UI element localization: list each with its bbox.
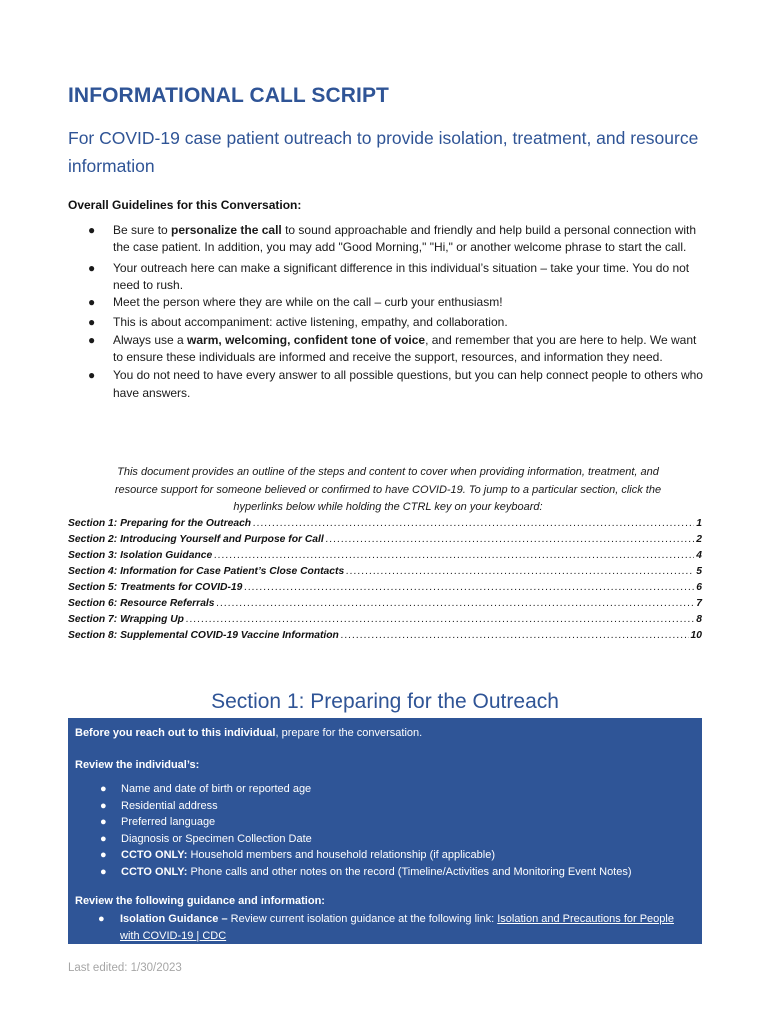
toc-entry[interactable]: Section 1: Preparing for the Outreach ..... 1 — [68, 518, 702, 534]
review-item: ● Preferred language — [100, 814, 680, 831]
guidance-list — [98, 911, 688, 944]
toc-leader — [346, 566, 694, 577]
guideline-item: ● Meet the person where they are while on the call – curb your enthusiasm! — [88, 294, 703, 311]
document-subtitle: For COVID-19 case patient outreach to provide isolation, treatment, and resource information — [68, 128, 699, 176]
guideline-item: ● Be sure to personalize the call to sound approachable and friendly and help build a personal connection with the case patient. In addition, you may add "Good Morning," "Hi," or another welcome phrase to start the call. — [88, 223, 697, 255]
last-edited-footer: Last edited: 1/30/2023 — [68, 962, 182, 974]
prepare-line: Before you reach out to this individual, prepare for the conversation. — [75, 727, 423, 739]
toc-leader — [253, 518, 694, 529]
bullet-icon: ● — [88, 260, 96, 275]
bullet-icon: ● — [100, 865, 107, 878]
bullet-icon: ● — [100, 849, 107, 862]
bullet-icon: ● — [88, 295, 96, 310]
toc-entry[interactable]: Section 7: Wrapping Up ..... 8 — [68, 614, 702, 630]
bullet-icon: ● — [100, 783, 107, 795]
bullet-icon: ● — [100, 816, 107, 829]
guideline-item: ● This is about accompaniment: active listening, empathy, and collaboration. — [88, 314, 703, 331]
toc-entry[interactable]: Section 6: Resource Referrals ..... 7 — [68, 598, 702, 614]
toc-leader — [326, 534, 695, 545]
toc-leader — [217, 598, 695, 609]
bullet-icon: ● — [88, 223, 96, 237]
section1-info-box — [68, 718, 702, 944]
bullet-icon: ● — [100, 799, 107, 812]
toc-entry[interactable]: Section 2: Introducing Yourself and Purpose for Call ..... 2 — [68, 534, 702, 550]
toc-entry[interactable]: Section 3: Isolation Guidance ..... 4 — [68, 550, 702, 566]
bullet-icon: ● — [100, 832, 107, 845]
guideline-item: ● Your outreach here can make a significant difference in this individual’s situation – take your time. You do not need to rush. — [88, 260, 690, 292]
review-item: ● CCTO ONLY: Household members and household relationship (if applicable) — [100, 847, 680, 864]
bullet-icon: ● — [98, 913, 105, 925]
cdc-isolation-link[interactable]: Isolation and Precautions for People with COVID-19 | CDC — [120, 913, 674, 942]
guideline-item: ● You do not need to have every answer to all possible questions, but you can help connect people to others who have answers. — [88, 368, 703, 400]
bullet-icon: ● — [88, 315, 96, 330]
toc-leader — [214, 550, 694, 561]
review-item: ● CCTO ONLY: Phone calls and other notes on the record (Timeline/Activities and Monitoring Event Notes) — [100, 864, 680, 881]
guidelines-list — [88, 222, 703, 402]
toc-leader — [186, 614, 694, 625]
table-of-contents — [68, 518, 702, 646]
bullet-icon: ● — [88, 332, 96, 347]
guidance-heading: Review the following guidance and information: — [75, 895, 325, 907]
bullet-icon: ● — [88, 368, 96, 383]
toc-leader — [244, 582, 694, 593]
review-item: ● Name and date of birth or reported age — [100, 781, 680, 798]
review-item: ● Diagnosis or Specimen Collection Date — [100, 831, 680, 848]
toc-entry[interactable]: Section 5: Treatments for COVID-19 ..... 6 — [68, 582, 702, 598]
guideline-item: ● Always use a warm, welcoming, confident tone of voice, and remember that you are here to help. We want to ensure these individuals are informed and receive the support, resources, and information they need. — [88, 332, 697, 365]
guidelines-heading: Overall Guidelines for this Conversation: — [68, 198, 302, 212]
review-list — [100, 781, 680, 881]
toc-leader — [341, 630, 689, 641]
section1-heading: Section 1: Preparing for the Outreach — [211, 690, 559, 713]
intro-note: This document provides an outline of the steps and content to cover when providing information, treatment, and resource support for someone believed or confirmed to have COVID-19. To jump to a particular section, click the hyperlinks below while holding the CTRL key on your keyboard: — [114, 466, 662, 513]
guidance-item: ● Isolation Guidance – Review current isolation guidance at the following link: Isolation and Precautions for People with COVID-19 | CDC — [98, 913, 674, 942]
review-item: ● Residential address — [100, 798, 680, 815]
toc-entry[interactable]: Section 4: Information for Case Patient’s Close Contacts ..... 5 — [68, 566, 702, 582]
review-heading: Review the individual’s: — [75, 759, 200, 771]
document-title: INFORMATIONAL CALL SCRIPT — [68, 84, 389, 107]
toc-entry[interactable]: Section 8: Supplemental COVID-19 Vaccine Information ..... 10 — [68, 630, 702, 646]
